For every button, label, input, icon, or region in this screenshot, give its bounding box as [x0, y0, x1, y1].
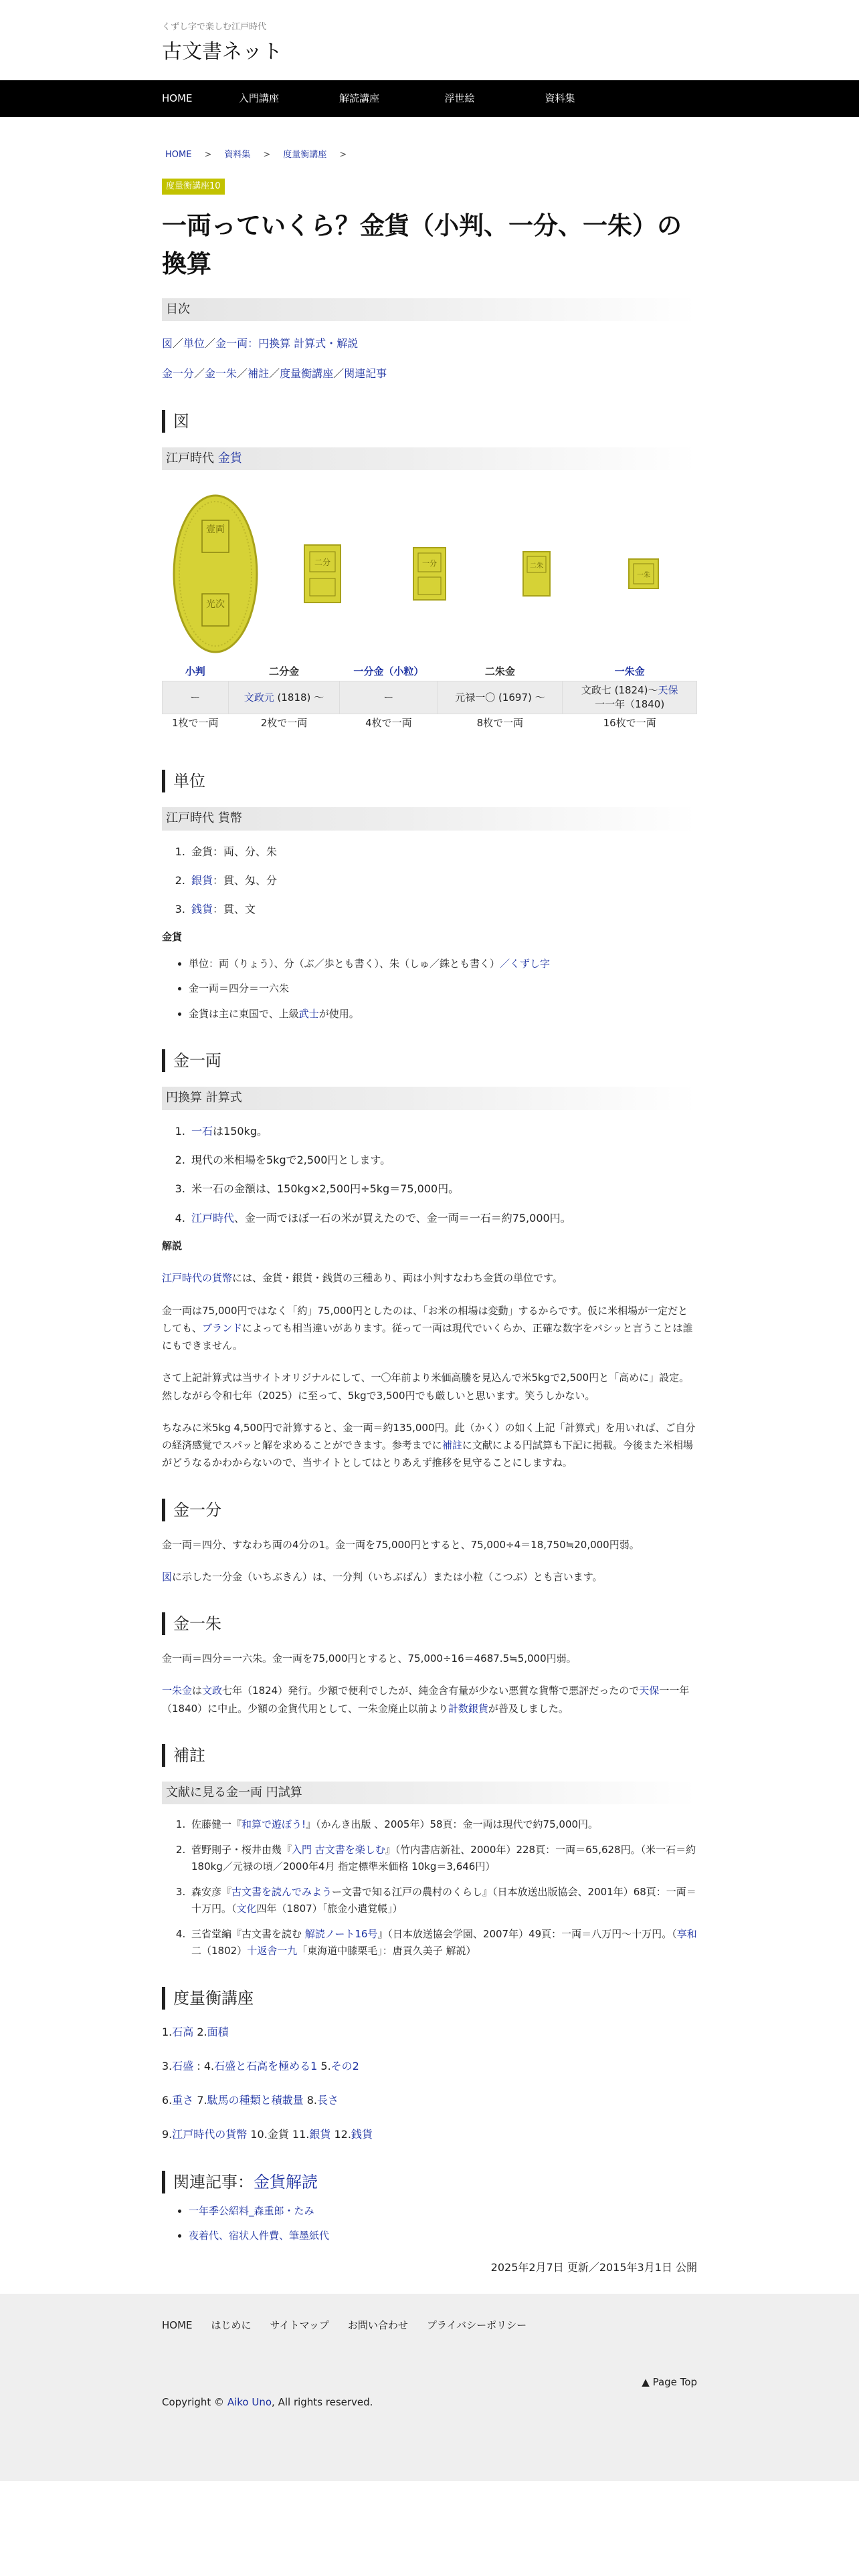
doryo-num: 11.: [288, 2128, 310, 2141]
author-link[interactable]: Aiko Uno: [227, 2395, 272, 2408]
ichibukin-stamp-text: 一分: [422, 559, 437, 568]
unit-gold-label: 金貨: [162, 931, 183, 944]
breadcrumb-separator: >: [204, 149, 212, 160]
nibukin-coin-image: [269, 544, 376, 604]
coin-table: [162, 663, 697, 732]
toc-line-1: [162, 334, 697, 352]
paragraph-text: には、金貨・銀貨・銭貨の三種あり、両は小判すなわち金貨の単位です。: [232, 1272, 563, 1285]
section-unit-heading: 単位: [162, 770, 697, 792]
coin-date-row: [163, 681, 697, 714]
doryo-num: 8.: [303, 2094, 318, 2107]
list-item: [189, 1816, 697, 1834]
doryo-link[interactable]: 石盛: [172, 2060, 194, 2073]
toc-link-ryo[interactable]: 金一両：円換算 計算式・解説: [215, 337, 359, 350]
breadcrumb-doryoko[interactable]: 度量衡講座: [283, 149, 327, 160]
unit-subheading: 江戸時代 貨幣: [162, 807, 697, 831]
note-text: 佐藤健一『: [191, 1818, 242, 1831]
paragraph: [162, 1302, 697, 1355]
coin-date-text: 一一年（1840): [595, 698, 665, 711]
doryo-num: 10.: [247, 2128, 268, 2141]
doryo-row: [162, 2023, 697, 2041]
bushi-link[interactable]: 武士: [298, 1007, 319, 1020]
copyright-text: , All rights reserved.: [272, 2395, 373, 2408]
list-item: [189, 843, 697, 861]
unit-list: [189, 843, 697, 919]
toc-sep: ／: [269, 367, 280, 381]
ikkoku-link[interactable]: 一石: [191, 1125, 213, 1138]
paragraph: 金一両＝四分、すなわち両の4分の1。金一両を75,000円とすると、75,000÷4＝18,750≒20,000円弱。: [162, 1538, 640, 1551]
list-item: [189, 1209, 697, 1227]
list-item: [189, 2228, 697, 2245]
toc-sep: ／: [205, 337, 216, 350]
note-list: [189, 1816, 697, 1960]
related-heading-text: 関連記事：: [173, 2172, 254, 2191]
doryo-link[interactable]: 駄馬の種類と積載量: [207, 2094, 304, 2107]
nibukin-stamp-text: 二分: [314, 558, 331, 568]
toc-sep: ／: [237, 367, 248, 381]
list-item: [189, 1122, 697, 1140]
doryo-num: 9.: [162, 2128, 173, 2141]
section-related-heading: [162, 2171, 697, 2193]
page-top-link[interactable]: ▲ Page Top: [642, 2376, 697, 2389]
site-footer: [0, 2294, 859, 2481]
doryo-link[interactable]: 長さ: [317, 2094, 339, 2107]
paragraph-text: は: [192, 1685, 203, 1697]
note-subheading: 文献に見る金一両 円試算: [162, 1782, 697, 1805]
coin-date-nibukin: [228, 681, 340, 714]
doryo-link[interactable]: 江戸時代の貨幣: [172, 2128, 248, 2141]
note-text: 』（日本放送協会学園、2007年）49頁：一両＝八万円〜十万円。（: [377, 1927, 677, 1940]
doryo-row: [162, 2091, 697, 2109]
list-item: [189, 956, 697, 973]
nishukin-coin-image: [483, 550, 590, 597]
coin-date-link[interactable]: 文政元: [244, 691, 274, 704]
related-list: [189, 2203, 697, 2245]
toc-heading: 目次: [162, 298, 697, 322]
toc-sep: ／: [173, 337, 184, 350]
paragraph: [162, 1419, 697, 1472]
fig-bar-link[interactable]: 金貨: [217, 451, 242, 465]
paragraph: [162, 1682, 697, 1717]
toc-line-2: [162, 364, 697, 383]
ichibukin-coin-image: [376, 546, 483, 601]
coin-ratio: 8枚で一両: [476, 717, 524, 730]
related-heading-link[interactable]: 金貨解読: [254, 2172, 318, 2191]
ryo-explanation-label: 解説: [162, 1239, 183, 1252]
jippensha-link[interactable]: 十返舎一九: [247, 1945, 298, 1957]
footer-link-privacy[interactable]: プライバシーポリシー: [426, 2319, 527, 2331]
nav-intro[interactable]: 入門講座: [238, 92, 279, 104]
toc-link-bu[interactable]: 金一分: [162, 367, 195, 381]
doryo-link[interactable]: 銀貨: [309, 2128, 331, 2141]
copyright-text: Copyright ©: [162, 2395, 227, 2408]
note-text: 』（竹内書店新社、2000年）228頁：一両＝65,628円。（米一石＝約180kg／元禄の頃／2000年4月 指定標準米価格 10kg＝3,646円）: [191, 1843, 696, 1873]
coin-ratio: 16枚で一両: [603, 717, 656, 730]
footer-nav: [162, 2294, 697, 2335]
unit-text: ：貫、文: [213, 903, 256, 916]
section-ryo-heading: 金一両: [162, 1049, 697, 1072]
doryo-num: 1.: [162, 2025, 173, 2038]
section-fig-heading: 図: [162, 410, 697, 433]
section-note-heading: 補註: [162, 1744, 697, 1767]
paragraph-text: 一一年（1840）に中止。少額の金貨代用として、一朱金廃止以前より: [162, 1685, 690, 1715]
section-bu-heading: 金一分: [162, 1499, 697, 1521]
unit-text: 金貨：両、分、朱: [191, 845, 278, 858]
footer-link-intro[interactable]: はじめに: [211, 2319, 252, 2331]
section-doryo-heading: 度量衡講座: [162, 1987, 697, 2010]
koban-stamp-text: 壹両: [206, 524, 225, 536]
global-nav: [0, 80, 859, 117]
doryo-num: 6.: [162, 2094, 173, 2107]
list-item: [189, 1884, 697, 1918]
koban-stamp-text: 光次: [206, 599, 225, 611]
bullet-text: が使用。: [318, 1007, 359, 1020]
note-text: 』（かんき出版 、2005年）58頁：金一両は現代で約75,000円。: [306, 1818, 599, 1831]
isshukin-link[interactable]: 一朱金: [162, 1685, 193, 1697]
paragraph-text: 金一両は75,000円ではなく「約」75,000円としたのは、「お米の相場は変動」するからです。仮に米相場が一定だとしても、: [162, 1304, 688, 1334]
note-text: 二（1802）: [191, 1945, 248, 1957]
book-link[interactable]: 和算で遊ぼう!: [242, 1818, 306, 1831]
bullet-text: 金貨は主に東国で、上級: [189, 1007, 299, 1020]
paragraph-text: に文献による円試算も下記に掲載。今後また米相場がどうなるかわからないので、当サイトとしてはとりあえず推移を見守ることにしますね。: [162, 1439, 693, 1469]
coin-date-text: (1818) 〜: [274, 691, 324, 704]
section-shu-heading: 金一朱: [162, 1612, 697, 1635]
paragraph-text: 七年（1824）発行。少額で便利でしたが、純金含有量が少ない悪質な貨幣で悪評だったので: [222, 1685, 640, 1697]
series-badge: 度量衡講座10: [162, 179, 225, 195]
note-text: 「東海道中膝栗毛」：唐貢久美子 解説）: [297, 1945, 476, 1957]
coin-date-text: 文政七 (1824)〜: [581, 684, 658, 697]
note-text: 菅野則子・桜井由幾『: [191, 1843, 292, 1856]
coin-ratio: 2枚で一両: [260, 717, 308, 730]
paragraph-text: ちなみに米5kg 4,500円で計算すると、金一両＝約135,000円。此（かく）の如く上記「計算式」を用いれば、ご自分の経済感覚でスパッと解を求めることができます。参考までに: [162, 1421, 696, 1451]
nishukin-stamp-text: 二朱: [530, 562, 543, 570]
koban-coin-image: [162, 494, 269, 654]
coin-ratio: 1枚で一両: [172, 717, 219, 730]
page-title: 一両っていくら？金貨（小判、一分、一朱）の換算: [162, 211, 682, 279]
paragraph-text: に示した一分金（いちぶきん）は、一分判（いちぶばん）または小粒（こつぶ）とも言います。: [172, 1570, 603, 1583]
book-link[interactable]: 古文書を読んでみよう: [231, 1885, 332, 1898]
kuzushiji-link[interactable]: ／くずし字: [500, 957, 551, 970]
coin-name-nishukin: 二朱金: [484, 665, 515, 678]
list-item: • 金一両＝四分＝一六朱: [189, 980, 697, 998]
toc-link-fig[interactable]: 図: [162, 337, 173, 350]
toc-link-unit[interactable]: 単位: [183, 337, 205, 350]
edo-link[interactable]: 江戸時代: [191, 1211, 235, 1224]
paragraph: [162, 1568, 697, 1586]
bullet-text: 単位：両（りょう）、分（ぶ／歩とも書く）、朱（しゅ／銖とも書く）: [189, 957, 500, 970]
coin-date-nishukin: 元禄一〇 (1697) 〜: [438, 681, 563, 714]
doryo-link[interactable]: 面積: [207, 2025, 229, 2038]
breadcrumb-separator: >: [263, 149, 271, 160]
related-link[interactable]: 夜着代、宿状人件費、筆墨紙代: [189, 2230, 330, 2242]
copyright: [162, 2391, 697, 2411]
main-content: [162, 147, 697, 2276]
bunka-link[interactable]: 文化: [236, 1903, 257, 1915]
list-item: 2. 現代の米相場を5kgで2,500円とします。: [189, 1151, 697, 1169]
breadcrumb-materials[interactable]: 資料集: [224, 149, 251, 160]
nav-decoding[interactable]: 解読講座: [339, 92, 379, 104]
doryo-link[interactable]: その2: [330, 2060, 359, 2073]
paragraph-text: が普及しました。: [488, 1702, 569, 1715]
formula-text: 、金一両でほぼ一石の米が買えたので、金一両＝一石＝約75,000円。: [234, 1211, 571, 1224]
ryo-formula-list: [189, 1122, 697, 1227]
coin-name-isshukin[interactable]: 一朱金: [614, 665, 645, 678]
toc-link-shu[interactable]: 金一朱: [205, 367, 237, 381]
note-link[interactable]: 補註: [442, 1439, 462, 1451]
paragraph: さて上記計算式は当サイトオリジナルにして、一〇年前より米価高騰を見込んで米5kgで2,500円と「高めに」設定。然しながら令和七年（2025）に至って、5kgで3,500円でも厳しいと思います。笑うしかない。: [162, 1372, 690, 1402]
site-tagline: くずし字で楽しむ江戸時代: [162, 22, 267, 32]
doryo-row: [162, 2125, 697, 2143]
kyowa-link[interactable]: 享和: [676, 1927, 697, 1940]
paragraph: [162, 1269, 697, 1287]
site-title[interactable]: 古文書ネット: [162, 40, 282, 64]
fig-link[interactable]: 図: [162, 1570, 173, 1583]
doryo-num: 12.: [330, 2128, 351, 2141]
fig-bar-text: 江戸時代: [166, 451, 218, 465]
coin-figure: [162, 490, 697, 657]
doryo-link[interactable]: 石高: [172, 2025, 194, 2038]
isshukin-stamp-text: 一朱: [637, 572, 650, 580]
note-text: 三省堂編『古文書を読む: [191, 1927, 305, 1940]
toc-link-doryo[interactable]: 度量衡講座: [280, 367, 334, 381]
footer-link-sitemap[interactable]: サイトマップ: [270, 2319, 329, 2331]
breadcrumb-separator: >: [339, 149, 347, 160]
bunsei-link[interactable]: 文政: [202, 1685, 223, 1697]
coin-date-isshukin: [563, 681, 697, 714]
list-item: [189, 1842, 697, 1876]
toc-sep: ／: [194, 367, 205, 381]
list-item: [189, 2203, 697, 2220]
unit-link-copper[interactable]: 銭貨: [191, 903, 213, 916]
site-header: [162, 0, 697, 80]
doryo-num: 3.: [162, 2060, 173, 2073]
keisu-ginka-link[interactable]: 計数銀貨: [448, 1702, 488, 1715]
tenpo-link[interactable]: 天保: [639, 1685, 660, 1697]
coin-name-nibukin: 二分金: [268, 665, 299, 678]
unit-text: ：貫、匁、分: [213, 874, 278, 887]
list-item: [189, 1006, 697, 1023]
coin-date-link[interactable]: 天保: [658, 684, 678, 697]
doryo-link[interactable]: 石盛と石高を極める1: [214, 2060, 318, 2073]
toc-sep: ／: [333, 367, 345, 381]
list-item: [189, 1926, 697, 1960]
doryo-num: 5.: [317, 2060, 331, 2073]
footer-link-contact[interactable]: お問い合わせ: [347, 2319, 408, 2331]
nav-ukiyoe[interactable]: 浮世絵: [444, 92, 475, 104]
note-text: 森安彦『: [191, 1885, 232, 1898]
fig-subheading: [162, 447, 697, 471]
footer-link-home[interactable]: HOME: [162, 2319, 193, 2331]
coin-ratio: 4枚で一両: [365, 717, 412, 730]
doryo-link[interactable]: 重さ: [172, 2094, 194, 2107]
nav-materials[interactable]: 資料集: [545, 92, 575, 104]
ryo-subheading: 円換算 計算式: [162, 1087, 697, 1110]
paragraph: 金一両＝四分＝一六朱。金一両を75,000円とすると、75,000÷16＝4687.5≒5,000円弱。: [162, 1652, 577, 1665]
book-link[interactable]: 解読ノート16号: [304, 1927, 378, 1940]
doryo-num: 2.: [193, 2025, 207, 2038]
isshukin-coin-image: [590, 558, 697, 590]
unit-link-silver[interactable]: 銀貨: [191, 874, 213, 887]
breadcrumb: [162, 147, 697, 163]
unit-gold-list: [189, 956, 697, 1023]
paragraph-text: によっても相当違いがあります。従って一両は現代でいくらか、正確な数字をバシッと言うことは誰にもできません。: [162, 1321, 693, 1352]
edo-currency-link[interactable]: 江戸時代の貨幣: [162, 1272, 233, 1285]
related-link[interactable]: 一年季公紹料_森重郎・たみ: [189, 2204, 314, 2217]
note-text: ー文書で知る江戸の農村のくらし』（日本放送出版協会、2001年）68頁：一両＝十万円。（: [191, 1885, 696, 1915]
book-link[interactable]: 入門 古文書を楽しむ: [292, 1843, 385, 1856]
formula-text: は150kg。: [213, 1125, 268, 1138]
brand-link[interactable]: ブランド: [202, 1321, 243, 1334]
doryo-num: 7.: [193, 2094, 207, 2107]
toc-link-note[interactable]: 補註: [248, 367, 270, 381]
list-item: 3. 米一石の金額は、150kg×2,500円÷5kg＝75,000円。: [189, 1180, 697, 1198]
coin-name-ichibukin[interactable]: 一分金（小粒）: [353, 665, 424, 678]
coin-date-ichibukin: ー: [340, 681, 438, 714]
doryo-link[interactable]: 銭貨: [351, 2128, 373, 2141]
coin-name-koban[interactable]: 小判: [185, 665, 205, 678]
coin-date-koban: ー: [163, 681, 229, 714]
doryo-row: [162, 2057, 697, 2075]
note-text: 四年（1807）「旅金小遣覚帳」）: [256, 1903, 403, 1915]
nav-home[interactable]: HOME: [162, 92, 193, 104]
updated-date: 2025年2月7日 更新／2015年3月1日 公開: [490, 2260, 697, 2274]
breadcrumb-home[interactable]: HOME: [165, 149, 192, 160]
coin-ratio-row: [163, 714, 697, 733]
doryo-current: 金貨: [267, 2128, 289, 2141]
toc-link-related[interactable]: 関連記事: [344, 367, 387, 381]
list-item: [189, 900, 697, 918]
coin-name-row: [163, 663, 697, 681]
list-item: [189, 871, 697, 889]
doryo-num: : 4.: [193, 2060, 215, 2073]
